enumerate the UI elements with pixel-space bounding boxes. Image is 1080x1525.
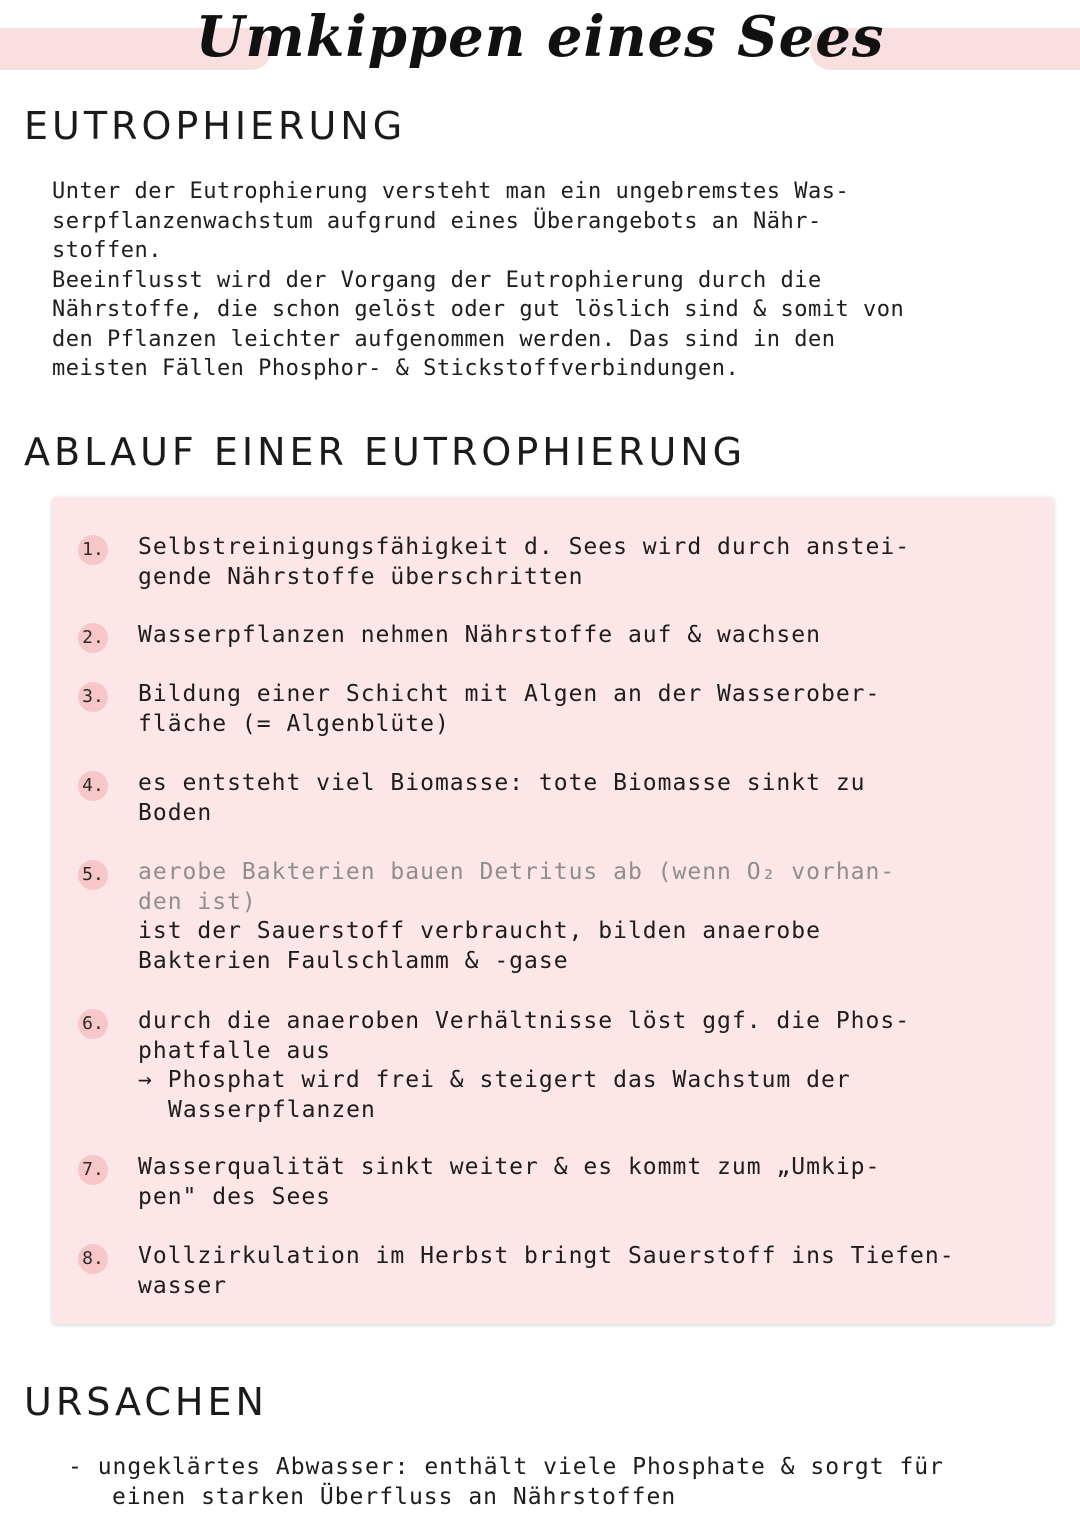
text-line: Beeinflusst wird der Vorgang der Eutrophierung durch die: [52, 267, 822, 293]
cause-line: - ungeklärtes Abwasser: enthält viele Phosphate & sorgt für: [68, 1454, 944, 1480]
text-line: stoffen.: [52, 238, 162, 263]
step-line: wasser: [138, 1272, 228, 1299]
step-sub-line: Wasserpflanzen: [168, 1096, 376, 1123]
step-line: pen" des Sees: [138, 1183, 332, 1210]
step-line: fläche (= Algenblüte): [138, 710, 450, 737]
step-number-badge: 1.: [78, 535, 108, 565]
heading-ablauf: ABLAUF EINER EUTROPHIERUNG: [24, 430, 747, 474]
text-line: den Pflanzen leichter aufgenommen werden. Das sind in den: [52, 326, 836, 352]
step-line: Selbstreinigungsfähigkeit d. Sees wird durch anstei-: [138, 534, 911, 560]
heading-ursachen: URSACHEN: [24, 1380, 268, 1424]
heading-eutrophierung: EUTROPHIERUNG: [24, 104, 407, 148]
step-number-badge: 3.: [78, 682, 108, 712]
eutrophierung-definition: [52, 177, 1042, 384]
step-number-badge: 7.: [78, 1155, 108, 1185]
step-sub-line: → Phosphat wird frei & steigert das Wachstum der: [138, 1067, 851, 1093]
text-line: Unter der Eutrophierung versteht man ein ungebremstes Was-: [52, 179, 850, 204]
text-line: serpflanzenwachstum aufgrund eines Überangebots an Nähr-: [52, 208, 822, 234]
step-line-faded: den ist): [138, 888, 257, 915]
step-number-badge: 2.: [78, 623, 108, 653]
step-line-faded: aerobe Bakterien bauen Detritus ab (wenn O₂ vorhan-: [138, 859, 896, 885]
page-title: Umkippen eines Sees: [195, 4, 885, 70]
step-line: es entsteht viel Biomasse: tote Biomasse sinkt zu: [138, 770, 866, 796]
step-line: durch die anaeroben Verhältnisse löst ggf. die Phos-: [138, 1008, 911, 1034]
step-line: Boden: [138, 799, 213, 826]
step-number-badge: 5.: [78, 860, 108, 890]
text-line: meisten Fällen Phosphor- & Stickstoffverbindungen.: [52, 356, 740, 381]
step-number-badge: 6.: [78, 1009, 108, 1039]
steps-panel: [52, 497, 1054, 1324]
step-line: Vollzirkulation im Herbst bringt Sauerstoff ins Tiefen-: [138, 1243, 955, 1269]
step-line: gende Nährstoffe überschritten: [138, 563, 584, 590]
step-line: Wasserpflanzen nehmen Nährstoffe auf & wachsen: [138, 622, 821, 648]
cause-item: [68, 1452, 1038, 1512]
step-line: Bakterien Faulschlamm & -gase: [138, 947, 569, 974]
step-line: Wasserqualität sinkt weiter & es kommt zum „Umkip-: [138, 1154, 881, 1180]
step-line: Bildung einer Schicht mit Algen an der Wasserober-: [138, 681, 881, 707]
step-line: ist der Sauerstoff verbraucht, bilden anaerobe: [138, 918, 821, 944]
text-line: Nährstoffe, die schon gelöst oder gut löslich sind & somit von: [52, 297, 905, 322]
step-line: phatfalle aus: [138, 1037, 332, 1064]
step-number-badge: 8.: [78, 1244, 108, 1274]
step-number-badge: 4.: [78, 771, 108, 801]
cause-line: einen starken Überfluss an Nährstoffen: [112, 1484, 677, 1510]
